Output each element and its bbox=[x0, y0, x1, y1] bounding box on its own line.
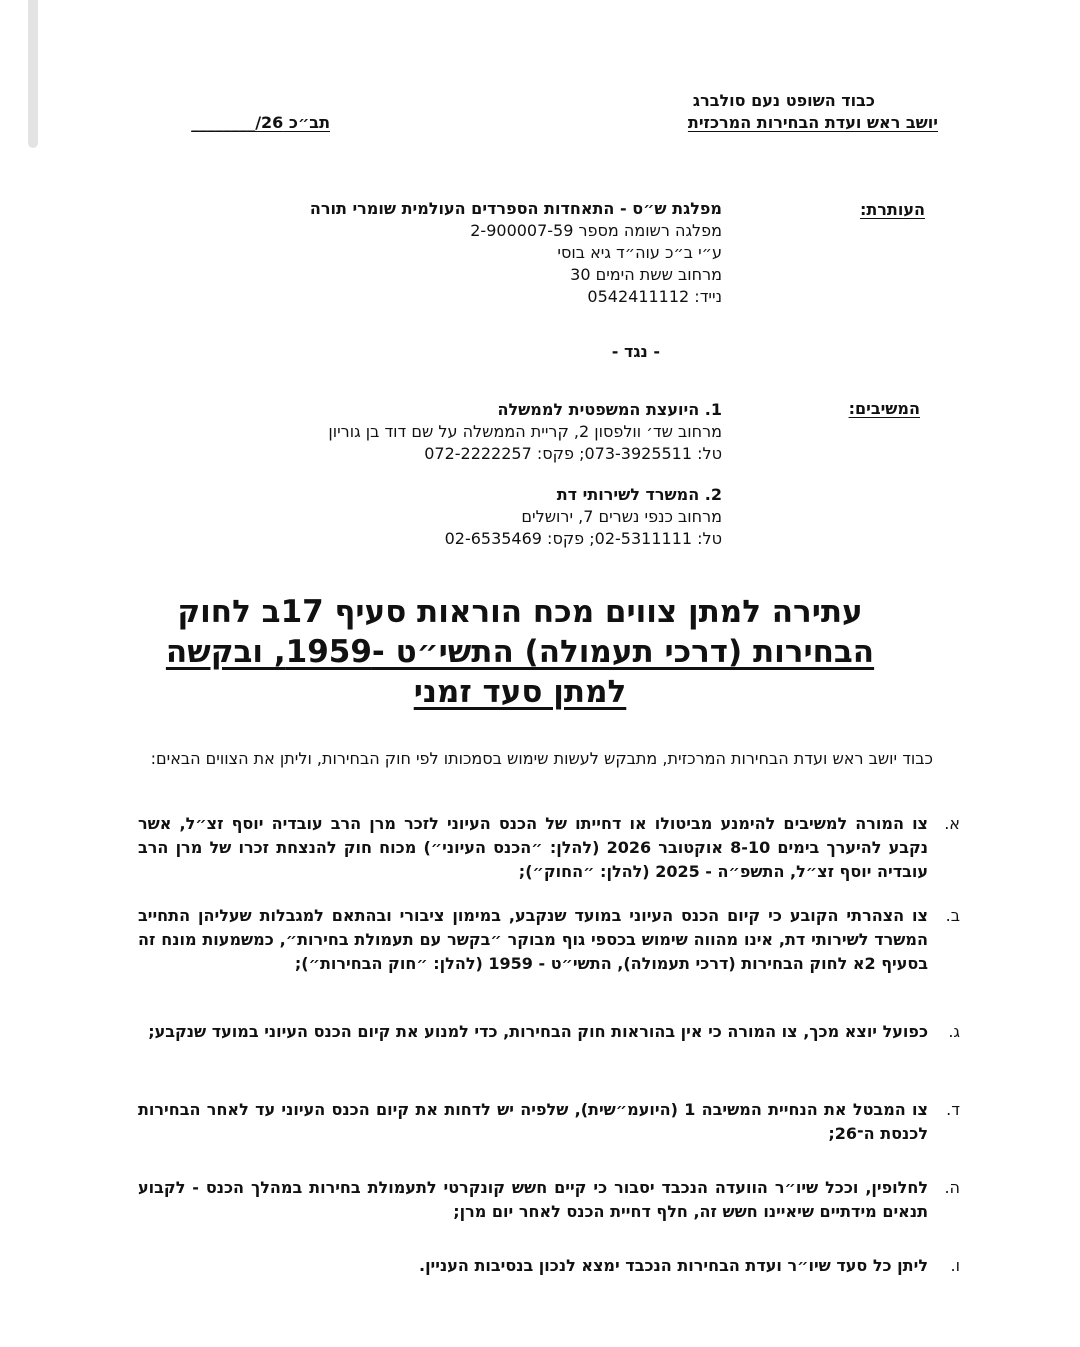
versus-label: - נגד - bbox=[611, 342, 660, 361]
list-item bbox=[138, 1098, 960, 1146]
respondent-1-name: 1. היועצת המשפטית לממשלה bbox=[497, 400, 722, 419]
petitioner-address: מרחוב ששת הימים 30 bbox=[570, 265, 722, 284]
item-letter: ד. bbox=[946, 1100, 960, 1119]
item-letter: ה. bbox=[944, 1178, 960, 1197]
petitioner-name: מפלגת ש״ס - התאחדות הספרדים העולמית שומרי תורה bbox=[309, 199, 722, 218]
item-letter: ג. bbox=[948, 1022, 960, 1041]
item-text: לחלופין, וככל שיו״ר הוועדה הנכבד יסבור כי קיים חשש קונקרטי לתעמולת בחירות במהלך הכנס - לקבוע תנאים מידתיים שיאיינו חשש זה, חלף דחיית הכנס לאחר יום מרן; bbox=[138, 1178, 928, 1221]
respondent-2-address: מרחוב כנפי נשרים 7, ירושלים bbox=[521, 507, 722, 526]
document-title bbox=[120, 592, 920, 712]
title-line-2: הבחירות (דרכי תעמולה) התשי״ט -1959, ובקשה bbox=[165, 634, 875, 670]
scrollbar[interactable] bbox=[28, 0, 38, 148]
petitioner-counsel: ע״י ב״כ עוה״ד גיא בוסי bbox=[557, 243, 722, 262]
petitioner-registration: מפלגה רשומה מספר 2-900007-59 bbox=[470, 221, 722, 240]
file-number: תב״כ 26/________ bbox=[191, 113, 330, 132]
list-item bbox=[138, 1020, 960, 1044]
respondents-label: המשיבים: bbox=[848, 399, 920, 418]
list-item bbox=[138, 1254, 960, 1278]
item-text: ליתן כל סעד שיו״ר ועדת הבחירות הנכבד ימצא לנכון בנסיבות העניין. bbox=[418, 1256, 928, 1275]
item-text: צו המורה למשיבים להימנע מביטולו או דחייתו של הכנס העיוני לזכר מרן הרב עובדיה יוסף זצ״ל, אשר נקבע להיערך בימים 8-10 אוקטובר 2026 (להלן: ״הכנס העיוני״) מכוח חוק להנצחת זכרו של מרן הרב עובדיה יוסף זצ״ל, התשפ״ה - 2025 (להלן: ״החוק״); bbox=[138, 814, 929, 881]
item-letter: א. bbox=[944, 814, 960, 833]
judge-name: כבוד השופט נעם סולברג bbox=[692, 91, 875, 110]
petitioner-phone: נייד: 0542411112 bbox=[587, 287, 722, 306]
respondent-2 bbox=[445, 484, 722, 550]
title-line-3: למתן סעד זמני bbox=[413, 674, 627, 710]
item-text: צו הצהרתי הקובע כי קיום הכנס העיוני במועד שנקבע, במימון ציבורי ובהתאם למגבלות שעליהן התחייב המשרד לשירותי דת, אינו מהווה שימוש בכספי גוף מבוקר ״בקשר עם תעמולת בחירות״, כמשמעות מונח זה בסעיף 2א לחוק הבחירות (דרכי תעמולה), התשי״ט - 1959 (להלן: ״חוק הבחירות״); bbox=[138, 906, 928, 973]
item-text: צו המבטל את הנחיית המשיבה 1 (היועמ״שית), שלפיה יש לדחות את קיום הכנס העיוני עד לאחר הבחירות לכנסת ה־26; bbox=[138, 1100, 928, 1143]
petitioner-label: העותרת: bbox=[859, 200, 925, 219]
item-letter: ב. bbox=[945, 906, 960, 925]
committee-chair-title: יושב ראש ועדת הבחירות המרכזית bbox=[687, 113, 938, 132]
respondent-1-address: מרחוב שד׳ וולפסון 2, קריית הממשלה על שם דוד בן גוריון bbox=[328, 422, 722, 441]
respondent-1 bbox=[328, 399, 722, 465]
petitioner-details bbox=[310, 198, 722, 308]
list-item bbox=[138, 812, 960, 884]
title-line-1: עתירה למתן צווים מכח הוראות סעיף 17ב לחוק bbox=[177, 594, 863, 630]
item-letter: ו. bbox=[950, 1256, 960, 1275]
item-text: כפועל יוצא מכך, צו המורה כי אין בהוראות חוק הבחירות, כדי למנוע את קיום הכנס העיוני במועד שנקבע; bbox=[148, 1022, 928, 1041]
respondent-1-contact: טל: 073-3925511; פקס: 072-2222257 bbox=[424, 444, 722, 463]
respondent-2-name: 2. המשרד לשירותי דת bbox=[556, 485, 722, 504]
list-item bbox=[138, 1176, 960, 1224]
respondent-2-contact: טל: 02-5311111; פקס: 02-6535469 bbox=[444, 529, 722, 548]
list-item bbox=[138, 904, 960, 976]
intro-paragraph: כבוד יושב ראש ועדת הבחירות המרכזית, מתבקש לעשות שימוש בסמכותו לפי חוק הבחירות, וליתן את הצווים הבאים: bbox=[150, 749, 933, 768]
